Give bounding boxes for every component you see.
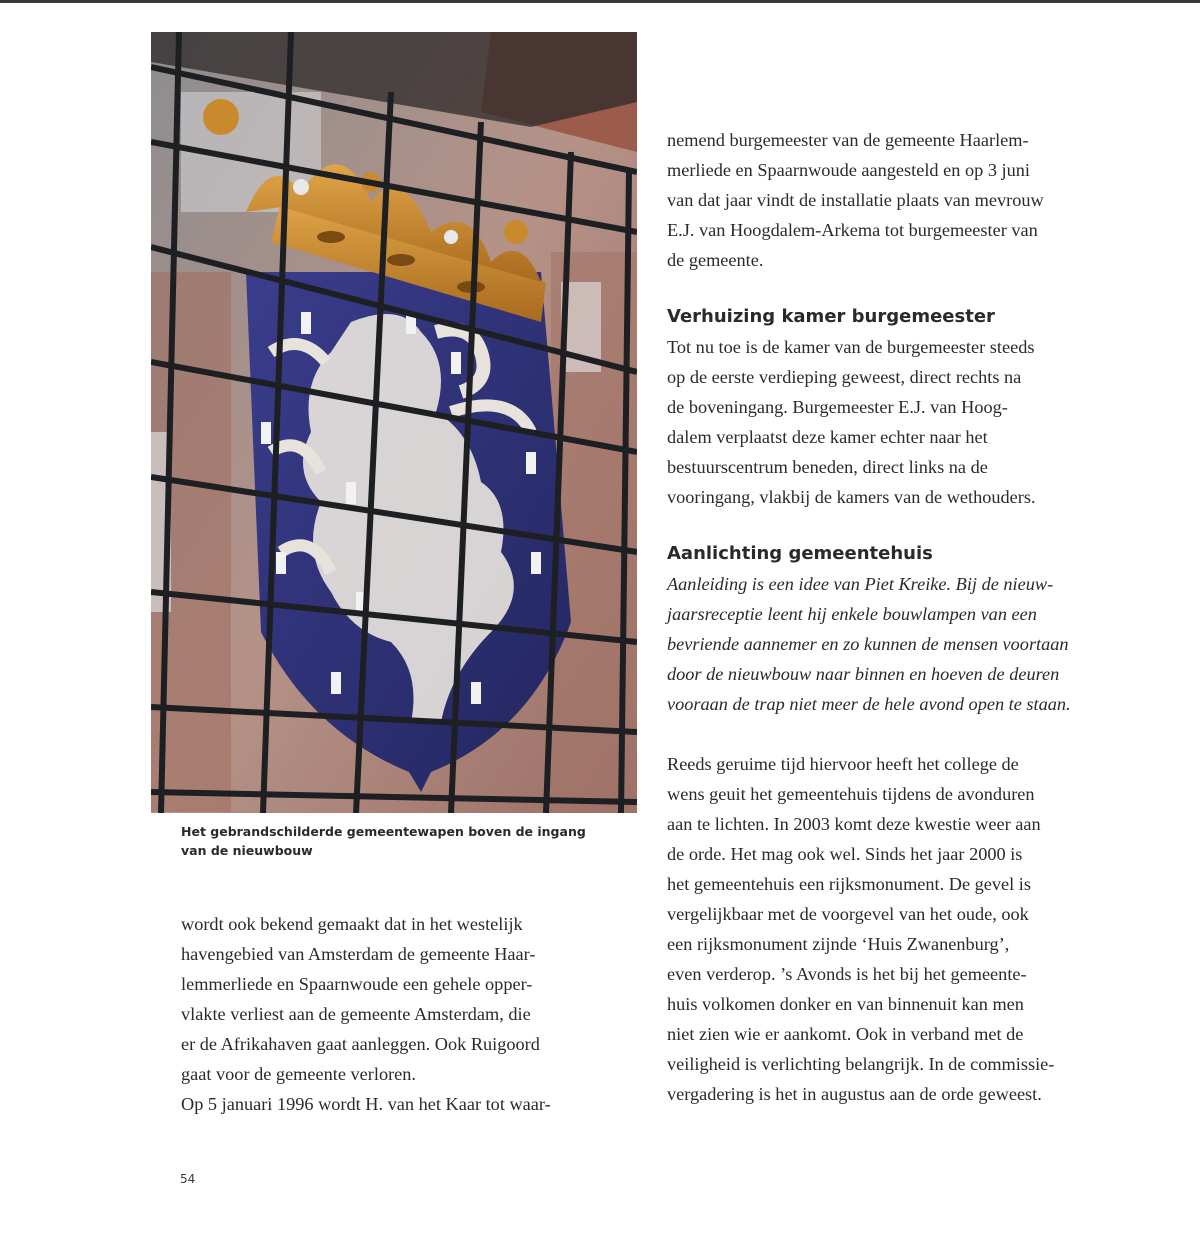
body-line: vergadering is het in augustus aan de orde geweest. — [667, 1084, 1042, 1104]
coat-of-arms-illustration — [151, 32, 637, 813]
body-line: wens geuit het gemeentehuis tijdens de avonduren — [667, 784, 1035, 804]
body-line: de boveningang. Burgemeester E.J. van Hoog- — [667, 397, 1008, 417]
body-line: het gemeentehuis een rijksmonument. De gevel is — [667, 874, 1032, 894]
caption-line: van de nieuwbouw — [181, 843, 313, 858]
left-column-text — [181, 909, 551, 1119]
body-line: Tot nu toe is de kamer van de burgemeester steeds — [667, 337, 1035, 357]
right-column-text — [667, 125, 1071, 1109]
body-line: merliede en Spaarnwoude aangesteld en op 3 juni — [667, 160, 1030, 180]
body-line: er de Afrikahaven gaat aanleggen. Ook Ruigoord — [181, 1034, 540, 1054]
italic-line: door de nieuwbouw naar binnen en hoeven de deuren — [667, 664, 1060, 684]
body-line: de gemeente. — [667, 250, 764, 270]
section-heading-verhuizing: Verhuizing kamer burgemeester — [667, 306, 995, 327]
italic-line: jaarsreceptie leent hij enkele bouwlampen van een — [667, 604, 1037, 624]
body-line: vooringang, vlakbij de kamers van de wethouders. — [667, 487, 1036, 507]
body-line: huis volkomen donker en van binnenuit kan men — [667, 994, 1024, 1014]
body-line: op de eerste verdieping geweest, direct rechts na — [667, 367, 1022, 387]
body-line: gaat voor de gemeente verloren. — [181, 1064, 417, 1084]
italic-intro — [667, 569, 1071, 719]
body-line: vlakte verliest aan de gemeente Amsterdam, die — [181, 1004, 531, 1024]
body-line: vergelijkbaar met de voorgevel van het oude, ook — [667, 904, 1029, 924]
italic-line: Aanleiding is een idee van Piet Kreike. Bij de nieuw- — [667, 574, 1054, 594]
body-line: bestuurscentrum beneden, direct links na de — [667, 457, 988, 477]
body-line: een rijksmonument zijnde ‘Huis Zwanenburg’, — [667, 934, 1010, 954]
top-rule — [0, 0, 1200, 3]
body-line: Reeds geruime tijd hiervoor heeft het college de — [667, 754, 1019, 774]
body-line: de orde. Het mag ook wel. Sinds het jaar 2000 is — [667, 844, 1023, 864]
body-line: wordt ook bekend gemaakt dat in het westelijk — [181, 914, 523, 934]
body-line: nemend burgemeester van de gemeente Haarlem- — [667, 130, 1029, 150]
caption-line: Het gebrandschilderde gemeentewapen boven de ingang — [181, 824, 586, 839]
body-line: aan te lichten. In 2003 komt deze kwestie weer aan — [667, 814, 1041, 834]
body-line: veiligheid is verlichting belangrijk. In de commissie- — [667, 1054, 1055, 1074]
body-line: van dat jaar vindt de installatie plaats van mevrouw — [667, 190, 1044, 210]
body-line: lemmerliede en Spaarnwoude een gehele opper- — [181, 974, 533, 994]
body-line: niet zien wie er aankomt. Ook in verband met de — [667, 1024, 1024, 1044]
body-line: even verderop. ’s Avonds is het bij het gemeente- — [667, 964, 1027, 984]
section-heading-aanlichting: Aanlichting gemeentehuis — [667, 543, 933, 564]
italic-line: vooraan de trap niet meer de hele avond open te staan. — [667, 694, 1071, 714]
body-line: dalem verplaatst deze kamer echter naar het — [667, 427, 988, 447]
body-line: Op 5 januari 1996 wordt H. van het Kaar tot waar- — [181, 1094, 551, 1114]
italic-line: bevriende aannemer en zo kunnen de mensen voortaan — [667, 634, 1069, 654]
stained-glass-photo — [151, 32, 637, 813]
body-line: E.J. van Hoogdalem-Arkema tot burgemeester van — [667, 220, 1038, 240]
page-number: 54 — [180, 1172, 196, 1186]
body-line: havengebied van Amsterdam de gemeente Haar- — [181, 944, 536, 964]
photo-caption — [181, 822, 611, 860]
